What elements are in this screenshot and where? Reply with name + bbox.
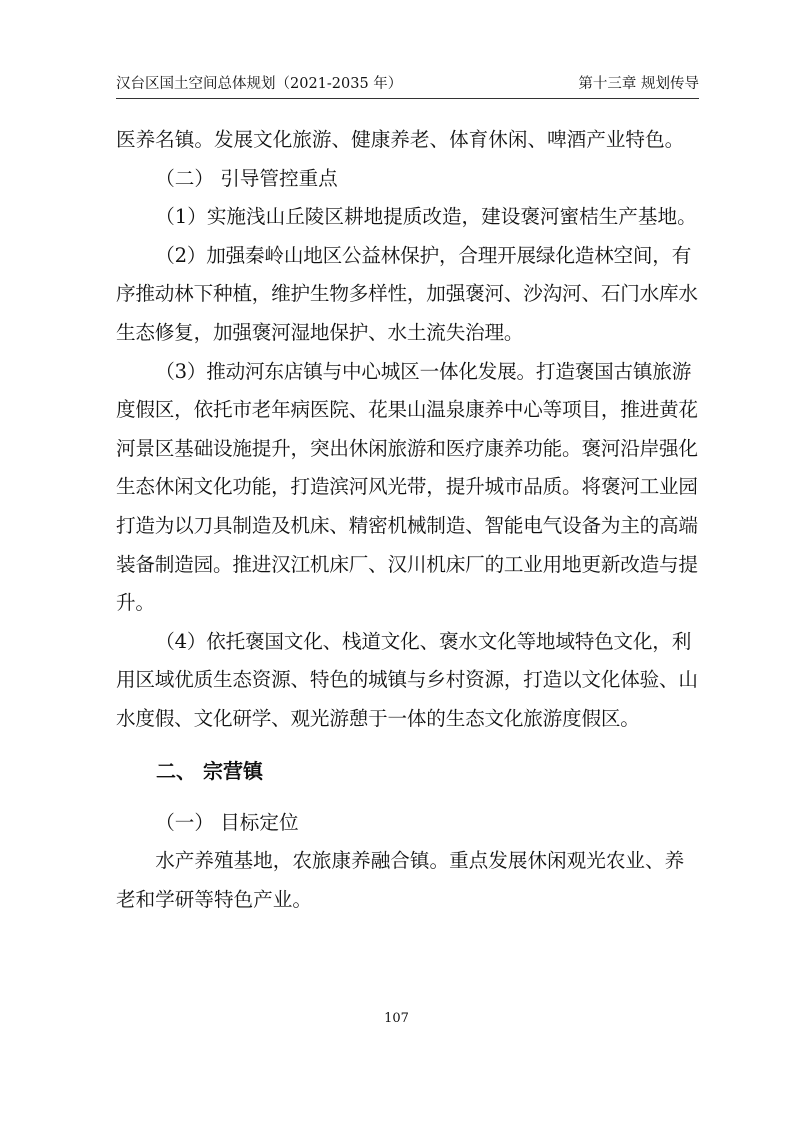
page-body	[116, 121, 701, 919]
subsection-heading-guidance: （二） 引导管控重点	[155, 166, 338, 190]
section-heading-zongying: 二、 宗营镇	[156, 758, 263, 783]
page-number: 107	[384, 1011, 409, 1026]
header-document-title: 汉台区国土空间总体规划（2021-2035 年）	[116, 76, 403, 92]
paragraph-continuation: 医养名镇。发展文化旅游、健康养老、体育休闲、啤酒产业特色。	[116, 128, 685, 151]
paragraph-item-1: （1）实施浅山丘陵区耕地提质改造，建设褒河蜜桔生产基地。	[155, 205, 697, 229]
paragraph-item-4: （4）依托褒国文化、栈道文化、褒水文化等地域特色文化，利用区域优质生态资源、特色的城镇与乡村资源，打造以文化体验、山水度假、文化研学、观光游憩于一体的生态文化旅游度假区。	[116, 629, 698, 730]
paragraph-item-3: （3）推动河东店镇与中心城区一体化发展。打造褒国古镇旅游度假区，依托市老年病医院、花果山温泉康养中心等项目，推进黄花河景区基础设施提升，突出休闲旅游和医疗康养功能。褒河沿岸强化生态休闲文化功能，打造滨河风光带，提升城市品质。将褒河工业园打造为以刀具制造及机床、精密机械制造、智能电气设备为主的高端装备制造园。推进汉江机床厂、汉川机床厂的工业用地更新改造与提升。	[116, 359, 698, 615]
page-header	[116, 74, 699, 99]
paragraph-positioning: 水产养殖基地，农旅康养融合镇。重点发展休闲观光农业、养老和学研等特色产业。	[116, 849, 685, 911]
subsection-heading-positioning: （一） 目标定位	[155, 810, 299, 834]
paragraph-item-2: （2）加强秦岭山地区公益林保护，合理开展绿化造林空间，有序推动林下种植，维护生物多样性，加强褒河、沙沟河、石门水库水生态修复，加强褒河湿地保护、水土流失治理。	[116, 243, 698, 344]
header-chapter-title: 第十三章 规划传导	[578, 76, 699, 92]
